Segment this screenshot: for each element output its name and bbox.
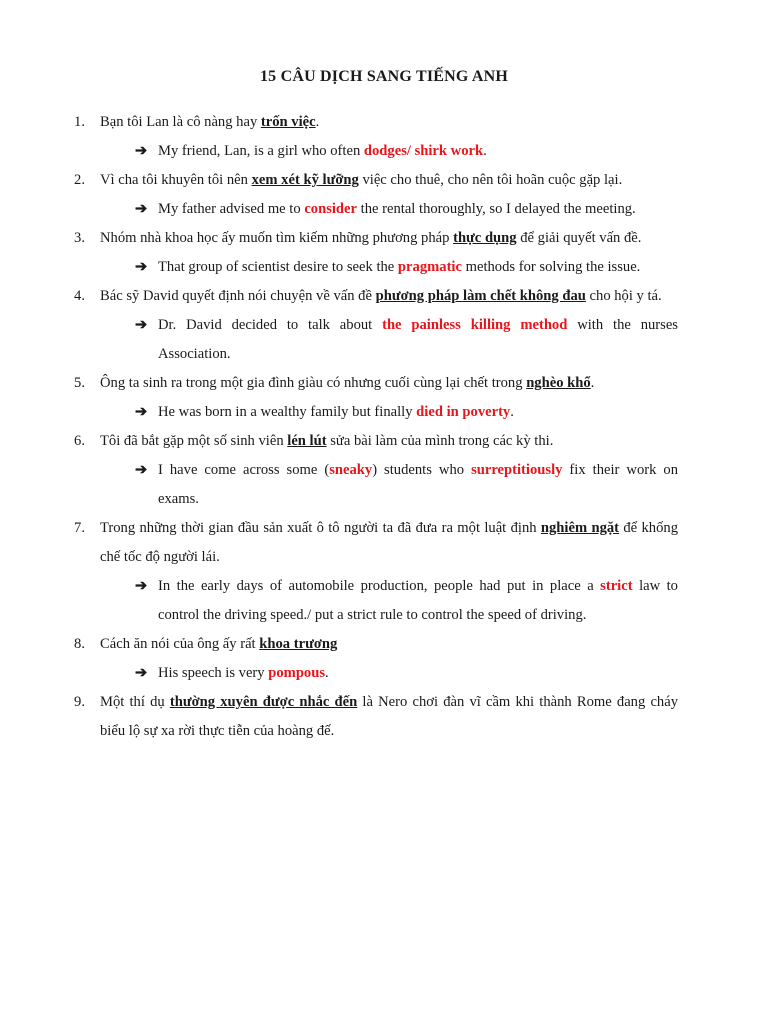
item-number: 8. xyxy=(74,636,85,652)
english-translation xyxy=(100,311,678,369)
vietnamese-text-segment: Ông ta sinh ra trong một gia đình giàu có nhưng cuối cùng lại chết trong xyxy=(100,375,527,391)
english-keyword: died in poverty xyxy=(416,404,511,420)
vietnamese-keyword: thực dụng xyxy=(453,230,517,246)
vietnamese-text-segment: Trong những thời gian đầu sản xuất ô tô người ta đã đưa ra một luật định xyxy=(100,520,541,536)
vietnamese-keyword: khoa trương xyxy=(259,636,338,652)
english-text-segment: . xyxy=(510,404,514,420)
vietnamese-keyword: lén lút xyxy=(287,433,327,449)
vietnamese-text-segment: Một thí dụ xyxy=(100,694,170,710)
vietnamese-text-segment: Bạn tôi Lan là cô nàng hay xyxy=(100,114,261,130)
item-number: 6. xyxy=(74,433,85,449)
english-text-segment: My father advised me to xyxy=(158,201,305,217)
vietnamese-text-segment: Nhóm nhà khoa học ấy muốn tìm kiếm những phương pháp xyxy=(100,230,454,246)
list-item xyxy=(74,688,678,746)
vietnamese-text-segment: để khống chế tốc độ người lái. xyxy=(100,520,678,565)
english-text-segment: . xyxy=(325,665,329,681)
english-keyword: pompous xyxy=(268,665,326,681)
arrow-right-icon: ➔ xyxy=(135,201,148,217)
vietnamese-sentence xyxy=(74,108,678,137)
english-text-segment: Dr. David decided to talk about xyxy=(158,317,383,333)
list-item xyxy=(74,224,678,282)
english-translation xyxy=(100,456,678,514)
english-text-segment: the rental thoroughly, so I delayed the meeting. xyxy=(357,201,636,217)
english-text-segment: ) students who xyxy=(372,462,472,478)
list-item xyxy=(74,427,679,514)
vietnamese-sentence xyxy=(74,224,678,253)
english-keyword: the painless killing method xyxy=(382,317,568,333)
vietnamese-sentence xyxy=(74,369,678,398)
arrow-right-icon: ➔ xyxy=(135,462,148,478)
vietnamese-keyword: thường xuyên được nhắc đến xyxy=(169,694,358,710)
vietnamese-keyword: nghèo khổ xyxy=(526,375,591,391)
english-text-segment: fix their work on exams. xyxy=(158,462,679,507)
item-number: 5. xyxy=(74,375,85,391)
vietnamese-text-segment: Tôi đã bắt gặp một số sinh viên xyxy=(100,433,288,449)
english-translation xyxy=(100,195,678,224)
english-keyword: dodges/ shirk work xyxy=(363,143,484,159)
vietnamese-text-segment: . xyxy=(590,375,595,391)
vietnamese-sentence xyxy=(74,282,678,311)
english-text-segment: . xyxy=(483,143,487,159)
vietnamese-sentence xyxy=(74,427,678,456)
english-text-segment: That group of scientist desire to seek the xyxy=(158,259,398,275)
english-text-segment: My friend, Lan, is a girl who often xyxy=(158,143,364,159)
english-keyword: consider xyxy=(304,201,358,217)
list-item xyxy=(74,282,678,369)
translation-list xyxy=(74,108,679,746)
vietnamese-text-segment: Cách ăn nói của ông ấy rất xyxy=(100,636,260,652)
english-text-segment: In the early days of automobile production, people had put in place a xyxy=(158,578,601,594)
english-translation xyxy=(100,398,678,427)
vietnamese-text-segment: để giải quyết vấn đề. xyxy=(516,230,642,246)
english-text-segment: law to control the driving speed./ put a strict rule to control the speed of driving. xyxy=(158,578,678,623)
english-translation xyxy=(100,137,678,166)
arrow-right-icon: ➔ xyxy=(135,578,148,594)
item-number: 1. xyxy=(74,114,85,130)
english-translation xyxy=(100,253,678,282)
english-keyword: strict xyxy=(600,578,633,594)
vietnamese-keyword: phương pháp làm chết không đau xyxy=(375,288,586,304)
item-number: 2. xyxy=(74,172,85,188)
english-text-segment: He was born in a wealthy family but finally xyxy=(158,404,417,420)
list-item xyxy=(74,630,678,688)
vietnamese-text-segment: . xyxy=(315,114,320,130)
english-text-segment: His speech is very xyxy=(158,665,269,681)
english-text-segment: I have come across some ( xyxy=(158,462,330,478)
arrow-right-icon: ➔ xyxy=(135,259,148,275)
list-item xyxy=(74,166,678,224)
english-translation xyxy=(100,572,678,630)
vietnamese-text-segment: sửa bài làm của mình trong các kỳ thi. xyxy=(326,433,554,449)
vietnamese-sentence xyxy=(74,688,678,746)
arrow-right-icon: ➔ xyxy=(135,143,148,159)
item-number: 9. xyxy=(74,694,85,710)
arrow-right-icon: ➔ xyxy=(135,404,148,420)
vietnamese-sentence xyxy=(74,630,678,659)
english-translation xyxy=(100,659,678,688)
arrow-right-icon: ➔ xyxy=(135,317,148,333)
english-keyword: pragmatic xyxy=(397,259,462,275)
english-keyword: surreptitiously xyxy=(471,462,563,478)
vietnamese-text-segment: cho hội y tá. xyxy=(585,288,662,304)
english-keyword: sneaky xyxy=(329,462,373,478)
list-item xyxy=(74,369,678,427)
list-item xyxy=(74,108,678,166)
document-title: 15 CÂU DỊCH SANG TIẾNG ANH xyxy=(259,68,509,85)
item-number: 4. xyxy=(74,288,85,304)
vietnamese-sentence xyxy=(74,514,678,572)
list-item xyxy=(74,514,678,630)
vietnamese-keyword: xem xét kỹ lưỡng xyxy=(251,172,359,188)
english-text-segment: with the nurses Association. xyxy=(158,317,678,362)
vietnamese-keyword: trốn việc xyxy=(260,114,316,130)
vietnamese-text-segment: là Nero chơi đàn vĩ cầm khi thành Rome đang cháy biểu lộ sự xa rời thực tiễn của hoàng đế. xyxy=(100,694,678,739)
item-number: 3. xyxy=(74,230,85,246)
item-number: 7. xyxy=(74,520,85,536)
vietnamese-text-segment: việc cho thuê, cho nên tôi hoãn cuộc gặp lại. xyxy=(358,172,623,188)
english-text-segment: methods for solving the issue. xyxy=(461,259,641,275)
vietnamese-sentence xyxy=(74,166,678,195)
vietnamese-keyword: nghiêm ngặt xyxy=(540,520,620,536)
arrow-right-icon: ➔ xyxy=(135,665,148,681)
vietnamese-text-segment: Bác sỹ David quyết định nói chuyện về vấn đề xyxy=(100,288,376,304)
vietnamese-text-segment: Vì cha tôi khuyên tôi nên xyxy=(100,172,252,188)
